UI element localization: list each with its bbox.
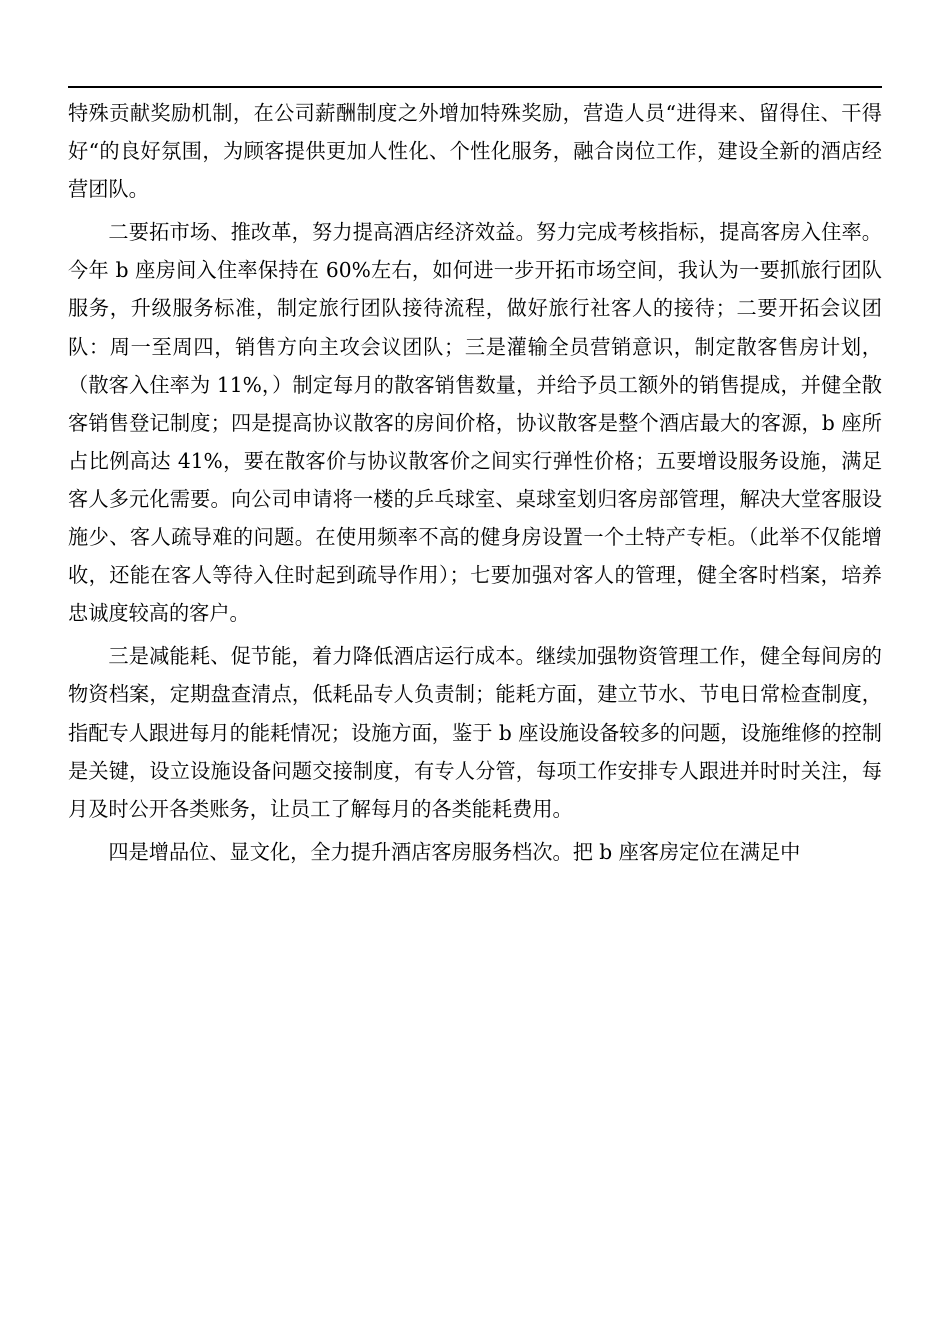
paragraph-market-reform: 二要拓市场、推改革，努力提高酒店经济效益。努力完成考核指标，提高客房入住率。今年 b 座房间入住率保持在 60%左右，如何进一步开拓市场空间，我认为一要抓旅行团队服务，升级服务标准，制定旅行团队接待流程，做好旅行社客人的接待；二要开拓会议团队：周一至周四，销售方向主攻会议团队；三是灌输全员营销意识，制定散客售房计划，（散客入住率为 11%，）制定每月的散客销售数量，并给予员工额外的销售提成，并健全散客销售登记制度；四是提高协议散客的房间价格，协议散客是整个酒店最大的客源，b 座所占比例高达 41%，要在散客价与协议散客价之间实行弹性价格；五要增设服务设施，满足客人多元化需要。向公司申请将一楼的乒乓球室、桌球室划归客房部管理，解决大堂客服设施少、客人疏导难的问题。在使用频率不高的健身房设置一个土特产专柜。（此举不仅能增收，还能在客人等待入住时起到疏导作用）；七要加强对客人的管理，健全客时档案，培养忠诚度较高的客户。 <box>68 220 882 626</box>
header-rule <box>68 86 882 88</box>
paragraph-energy-saving: 三是减能耗、促节能，着力降低酒店运行成本。继续加强物资管理工作，健全每间房的物资档案，定期盘查清点，低耗品专人负责制；能耗方面，建立节水、节电日常检查制度，指配专人跟进每月的能耗情况；设施方面，鉴于 b 座设施设备较多的问题，设施维修的控制是关键，设立设施设备问题交接制度，有专人分管，每项工作安排专人跟进并时时关注，每月及时公开各类账务，让员工了解每月的各类能耗费用。 <box>68 644 882 821</box>
paragraph-service-quality: 四是增品位、显文化，全力提升酒店客房服务档次。把 b 座客房定位在满足中 <box>108 839 801 864</box>
document-body <box>68 94 882 871</box>
paragraph-continued: 特殊贡献奖励机制，在公司薪酬制度之外增加特殊奖励，营造人员“进得来、留得住、干得好“的良好氛围，为顾客提供更加人性化、个性化服务，融合岗位工作，建设全新的酒店经营团队。 <box>68 101 882 202</box>
